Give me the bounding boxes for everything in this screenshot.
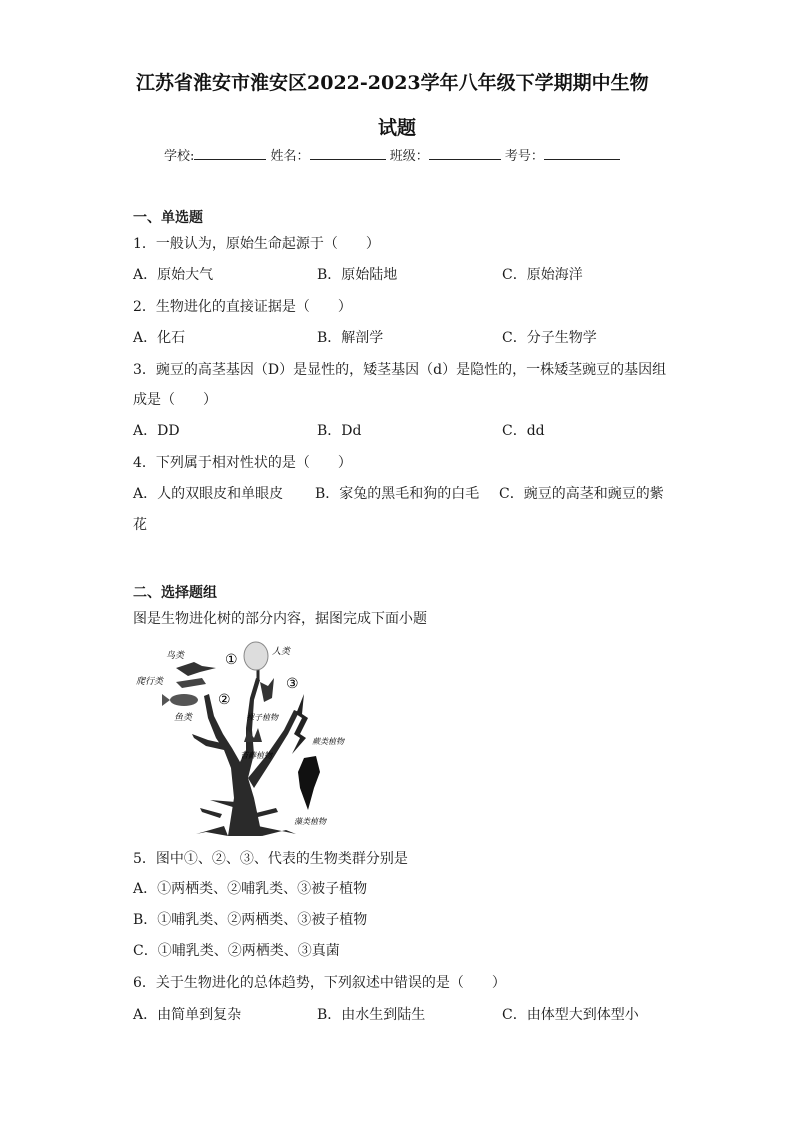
question-4-stem: 4．下列属于相对性状的是（ ）	[133, 455, 352, 471]
label-fish: 鱼类	[174, 713, 193, 723]
algae-illustration	[298, 756, 320, 810]
question-2-option-b[interactable]: B．解剖学	[317, 330, 384, 346]
class-blank[interactable]	[429, 145, 501, 160]
student-info-row	[164, 145, 620, 164]
question-5-stem: 5．图中①、②、③、代表的生物类群分别是	[133, 851, 408, 867]
label-humans: 人类	[272, 647, 291, 657]
question-6-option-a[interactable]: A．由简单到复杂	[133, 1007, 242, 1023]
question-3-option-c[interactable]: C．dd	[502, 423, 545, 439]
question-4-option-b[interactable]: B．家兔的黑毛和狗的白毛	[315, 486, 480, 502]
figure-intro: 图是生物进化树的部分内容，据图完成下面小题	[133, 611, 427, 627]
page-title-line-1: 江苏省淮安市淮安区2022-2023学年八年级下学期期中生物	[136, 72, 649, 94]
question-4-option-a[interactable]: A．人的双眼皮和单眼皮	[133, 486, 284, 502]
label-ferns: 蕨类植物	[312, 737, 344, 746]
label-mosses: 苔藓植物	[240, 751, 272, 760]
question-4-option-c-continued: 花	[133, 517, 147, 533]
page-title-line-2: 试题	[378, 117, 417, 139]
name-blank[interactable]	[310, 145, 386, 160]
label-algae: 藻类植物	[294, 817, 326, 826]
label-reptiles: 爬行类	[136, 677, 164, 687]
question-6-option-b[interactable]: B．由水生到陆生	[317, 1007, 426, 1023]
question-5-option-c[interactable]: C．①哺乳类、②两栖类、③真菌	[133, 943, 340, 959]
question-3-option-a[interactable]: A．DD	[133, 423, 180, 439]
question-3-option-b[interactable]: B．Dd	[317, 423, 362, 439]
question-2-option-c[interactable]: C．分子生物学	[502, 330, 597, 346]
gymnosperm-illustration	[260, 678, 274, 702]
question-6-option-c[interactable]: C．由体型大到体型小	[502, 1007, 639, 1023]
evolution-tree-figure	[136, 638, 366, 836]
question-5-option-a[interactable]: A．①两栖类、②哺乳类、③被子植物	[133, 881, 368, 897]
question-2-stem: 2．生物进化的直接证据是（ ）	[133, 299, 352, 315]
label-birds: 鸟类	[166, 651, 185, 661]
question-3-stem-line-2: 成是（ ）	[133, 392, 217, 408]
question-1-option-a[interactable]: A．原始大气	[133, 267, 214, 283]
question-1-option-c[interactable]: C．原始海洋	[502, 267, 583, 283]
twig-1	[200, 808, 222, 818]
marker-2: ②	[218, 692, 231, 708]
section-heading-question-group: 二、选择题组	[133, 585, 217, 601]
question-1-stem: 1．一般认为，原始生命起源于（ ）	[133, 236, 380, 252]
school-label: 学校:	[164, 149, 195, 164]
fish-illustration	[170, 694, 198, 706]
question-4-option-c[interactable]: C．豌豆的高茎和豌豆的紫	[499, 486, 664, 502]
question-6-stem: 6．关于生物进化的总体趋势，下列叙述中错误的是（ ）	[133, 975, 506, 991]
question-5-option-b[interactable]: B．①哺乳类、②两栖类、③被子植物	[133, 912, 368, 928]
human-illustration	[244, 642, 268, 670]
class-label: 班级：	[389, 149, 429, 164]
number-label: 考号：	[504, 149, 544, 164]
label-gymnosperms: 裸子植物	[246, 713, 278, 722]
name-label: 姓名：	[270, 149, 310, 164]
question-1-option-b[interactable]: B．原始陆地	[317, 267, 398, 283]
number-blank[interactable]	[544, 145, 620, 160]
question-2-option-a[interactable]: A．化石	[133, 330, 186, 346]
fern-illustration	[292, 694, 308, 754]
section-heading-single-choice: 一、单选题	[133, 210, 203, 226]
marker-1: ①	[225, 652, 238, 668]
bird-illustration	[176, 662, 216, 676]
school-blank[interactable]	[194, 145, 266, 160]
marker-3: ③	[286, 676, 299, 692]
reptile-illustration	[176, 678, 206, 688]
question-3-stem-line-1: 3．豌豆的高茎基因（D）是显性的，矮茎基因（d）是隐性的，一株矮茎豌豆的基因组	[133, 362, 667, 378]
